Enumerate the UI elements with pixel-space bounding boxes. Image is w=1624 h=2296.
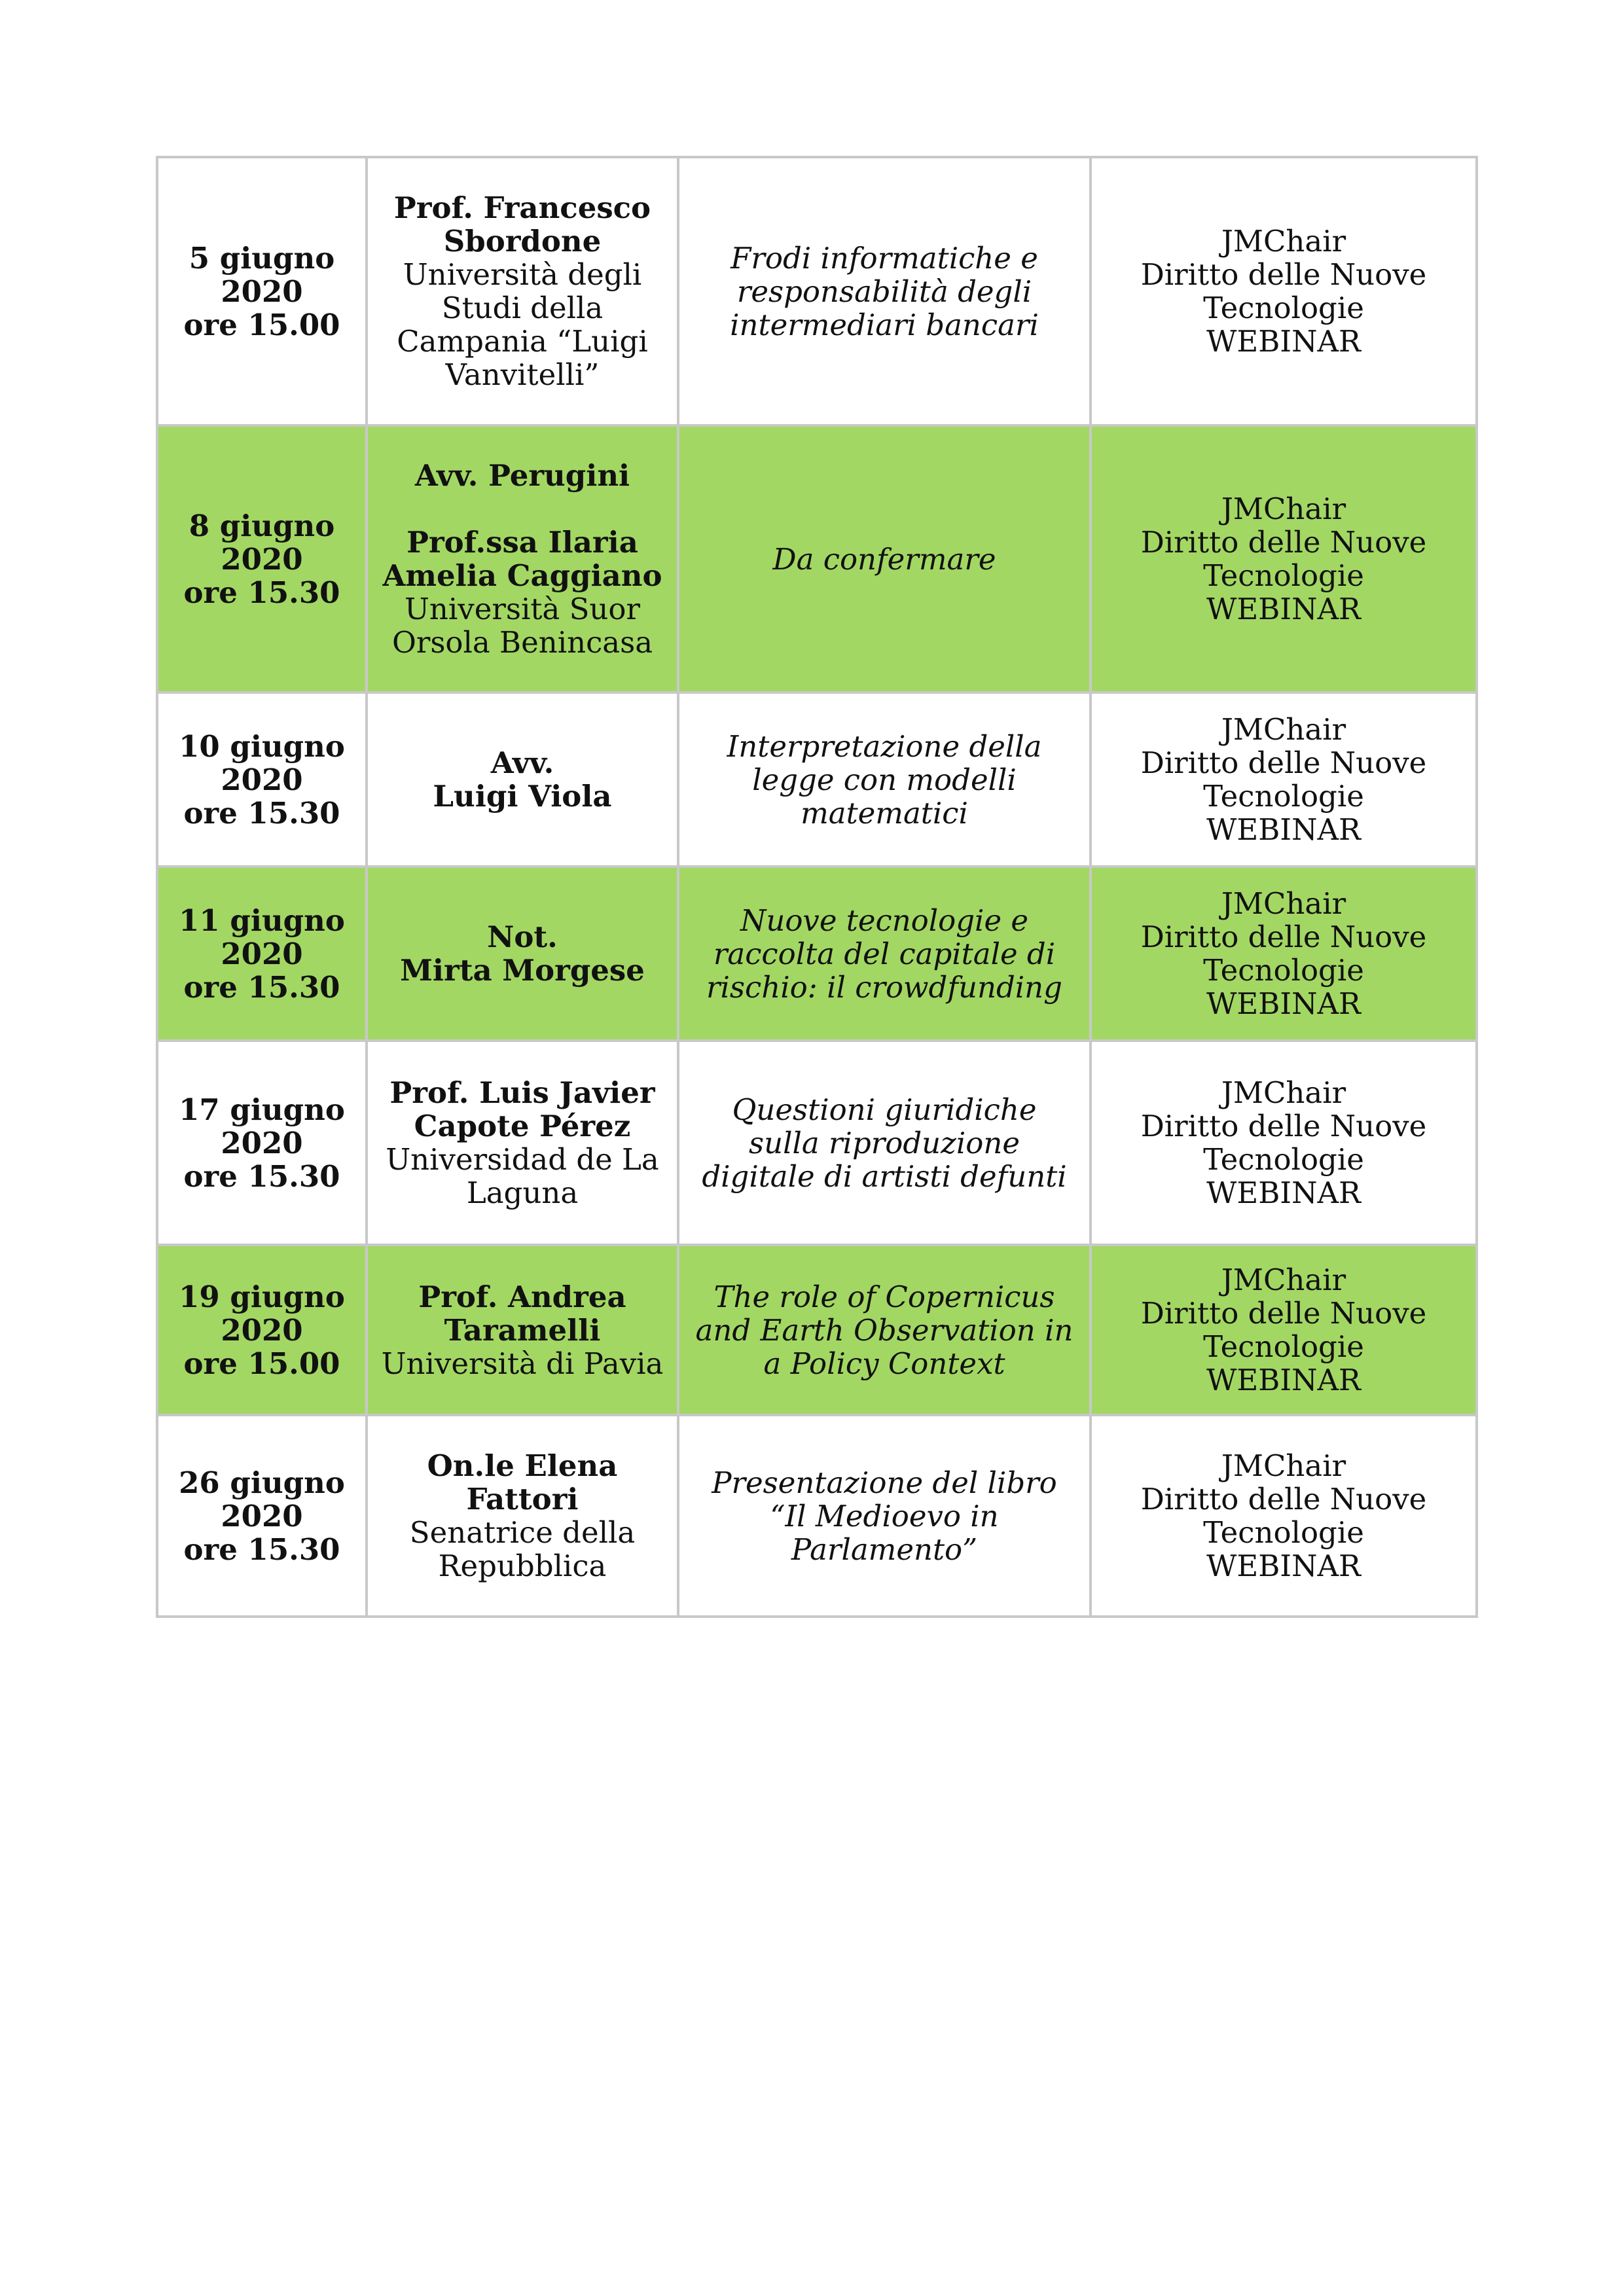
table-row (157, 425, 1477, 692)
date-day: 11 giugno (179, 903, 345, 938)
speaker-cell (367, 1245, 678, 1415)
venue-org: JMChair (1221, 1448, 1346, 1483)
venue-org: JMChair (1221, 1075, 1346, 1110)
venue-course: Diritto delle Nuove Tecnologie (1140, 257, 1427, 325)
venue-course: Diritto delle Nuove Tecnologie (1140, 1109, 1427, 1177)
table-row (157, 157, 1477, 425)
table-row (157, 1415, 1477, 1617)
date-year: 2020 (221, 762, 303, 797)
venue-format: WEBINAR (1206, 1549, 1361, 1583)
speaker-title: Not. (487, 920, 558, 954)
venue-org: JMChair (1221, 886, 1346, 921)
venue-format: WEBINAR (1206, 812, 1361, 847)
venue-format: WEBINAR (1206, 1363, 1361, 1397)
date-year: 2020 (221, 1498, 303, 1534)
date-cell (157, 1041, 367, 1245)
date-year: 2020 (221, 274, 303, 309)
date-day: 19 giugno (179, 1279, 345, 1314)
speaker-cell (367, 425, 678, 692)
venue-format: WEBINAR (1206, 986, 1361, 1021)
date-day: 5 giugno (189, 240, 335, 276)
date-time: ore 15.00 (183, 307, 340, 342)
date-cell (157, 692, 367, 867)
venue-course: Diritto delle Nuove Tecnologie (1140, 525, 1427, 593)
speaker-name: Prof. Francesco Sbordone (393, 190, 651, 259)
speaker-name: Prof. Luis Javier Capote Pérez (389, 1075, 655, 1143)
venue-cell (1091, 425, 1477, 692)
speaker-affiliation: Senatrice della Repubblica (409, 1515, 636, 1583)
date-year: 2020 (221, 936, 303, 971)
date-day: 17 giugno (179, 1092, 345, 1127)
date-cell (157, 157, 367, 425)
date-cell (157, 1415, 367, 1617)
venue-course: Diritto delle Nuove Tecnologie (1140, 920, 1427, 988)
date-cell (157, 425, 367, 692)
date-day: 26 giugno (179, 1465, 345, 1500)
venue-cell (1091, 1245, 1477, 1415)
venue-cell (1091, 1041, 1477, 1245)
speaker-name: Avv. Perugini (414, 458, 630, 493)
speaker-name: On.le Elena Fattori (427, 1448, 618, 1516)
speaker-cell (367, 692, 678, 867)
speaker-affiliation: Università Suor Orsola Benincasa (391, 592, 653, 660)
topic-cell: Nuove tecnologie e raccolta del capitale di rischio: il crowdfunding (678, 867, 1091, 1041)
venue-cell (1091, 157, 1477, 425)
venue-format: WEBINAR (1206, 324, 1361, 359)
speaker-cell (367, 867, 678, 1041)
table-row (157, 692, 1477, 867)
venue-format: WEBINAR (1206, 1175, 1361, 1210)
speaker-affiliation: Universidad de La Laguna (386, 1142, 659, 1210)
date-day: 8 giugno (189, 508, 335, 543)
date-cell (157, 1245, 367, 1415)
speaker-cell (367, 1415, 678, 1617)
venue-cell (1091, 867, 1477, 1041)
speaker-name: Luigi Viola (433, 779, 612, 814)
venue-course: Diritto delle Nuove Tecnologie (1140, 1296, 1427, 1364)
venue-course: Diritto delle Nuove Tecnologie (1140, 1482, 1427, 1550)
date-time: ore 15.30 (183, 969, 340, 1005)
speaker-name: Prof. Andrea Taramelli (418, 1279, 626, 1348)
speaker-name-second: Prof.ssa Ilaria Amelia Caggiano (382, 525, 662, 593)
venue-format: WEBINAR (1206, 592, 1361, 626)
venue-cell (1091, 692, 1477, 867)
speaker-title: Avv. (490, 745, 554, 780)
date-day: 10 giugno (179, 728, 345, 764)
speaker-affiliation: Università di Pavia (381, 1346, 664, 1381)
topic-cell: Questioni giuridiche sulla riproduzione digitale di artisti defunti (678, 1041, 1091, 1245)
webinar-schedule-table (156, 156, 1478, 1618)
date-time: ore 15.30 (183, 575, 340, 610)
date-year: 2020 (221, 1312, 303, 1348)
speaker-affiliation: Università degli Studi della Campania “Luigi Vanvitelli” (397, 257, 648, 392)
topic-cell: Presentazione del libro “Il Medioevo in Parlamento” (678, 1415, 1091, 1617)
speaker-name: Mirta Morgese (400, 953, 645, 988)
table-row (157, 1245, 1477, 1415)
speaker-spacer (381, 492, 664, 526)
table-row (157, 1041, 1477, 1245)
topic-cell: The role of Copernicus and Earth Observation in a Policy Context (678, 1245, 1091, 1415)
date-year: 2020 (221, 1125, 303, 1160)
date-time: ore 15.30 (183, 1158, 340, 1194)
topic-cell: Frodi informatiche e responsabilità degli intermediari bancari (678, 157, 1091, 425)
date-year: 2020 (221, 541, 303, 577)
venue-org: JMChair (1221, 224, 1346, 259)
date-time: ore 15.00 (183, 1346, 340, 1381)
topic-cell: Da confermare (678, 425, 1091, 692)
speaker-cell (367, 1041, 678, 1245)
date-time: ore 15.30 (183, 1532, 340, 1567)
date-cell (157, 867, 367, 1041)
topic-cell: Interpretazione della legge con modelli matematici (678, 692, 1091, 867)
date-time: ore 15.30 (183, 795, 340, 831)
venue-course: Diritto delle Nuove Tecnologie (1140, 745, 1427, 814)
venue-org: JMChair (1221, 492, 1346, 526)
speaker-cell (367, 157, 678, 425)
venue-org: JMChair (1221, 1263, 1346, 1297)
table-row (157, 867, 1477, 1041)
venue-cell (1091, 1415, 1477, 1617)
venue-org: JMChair (1221, 712, 1346, 747)
